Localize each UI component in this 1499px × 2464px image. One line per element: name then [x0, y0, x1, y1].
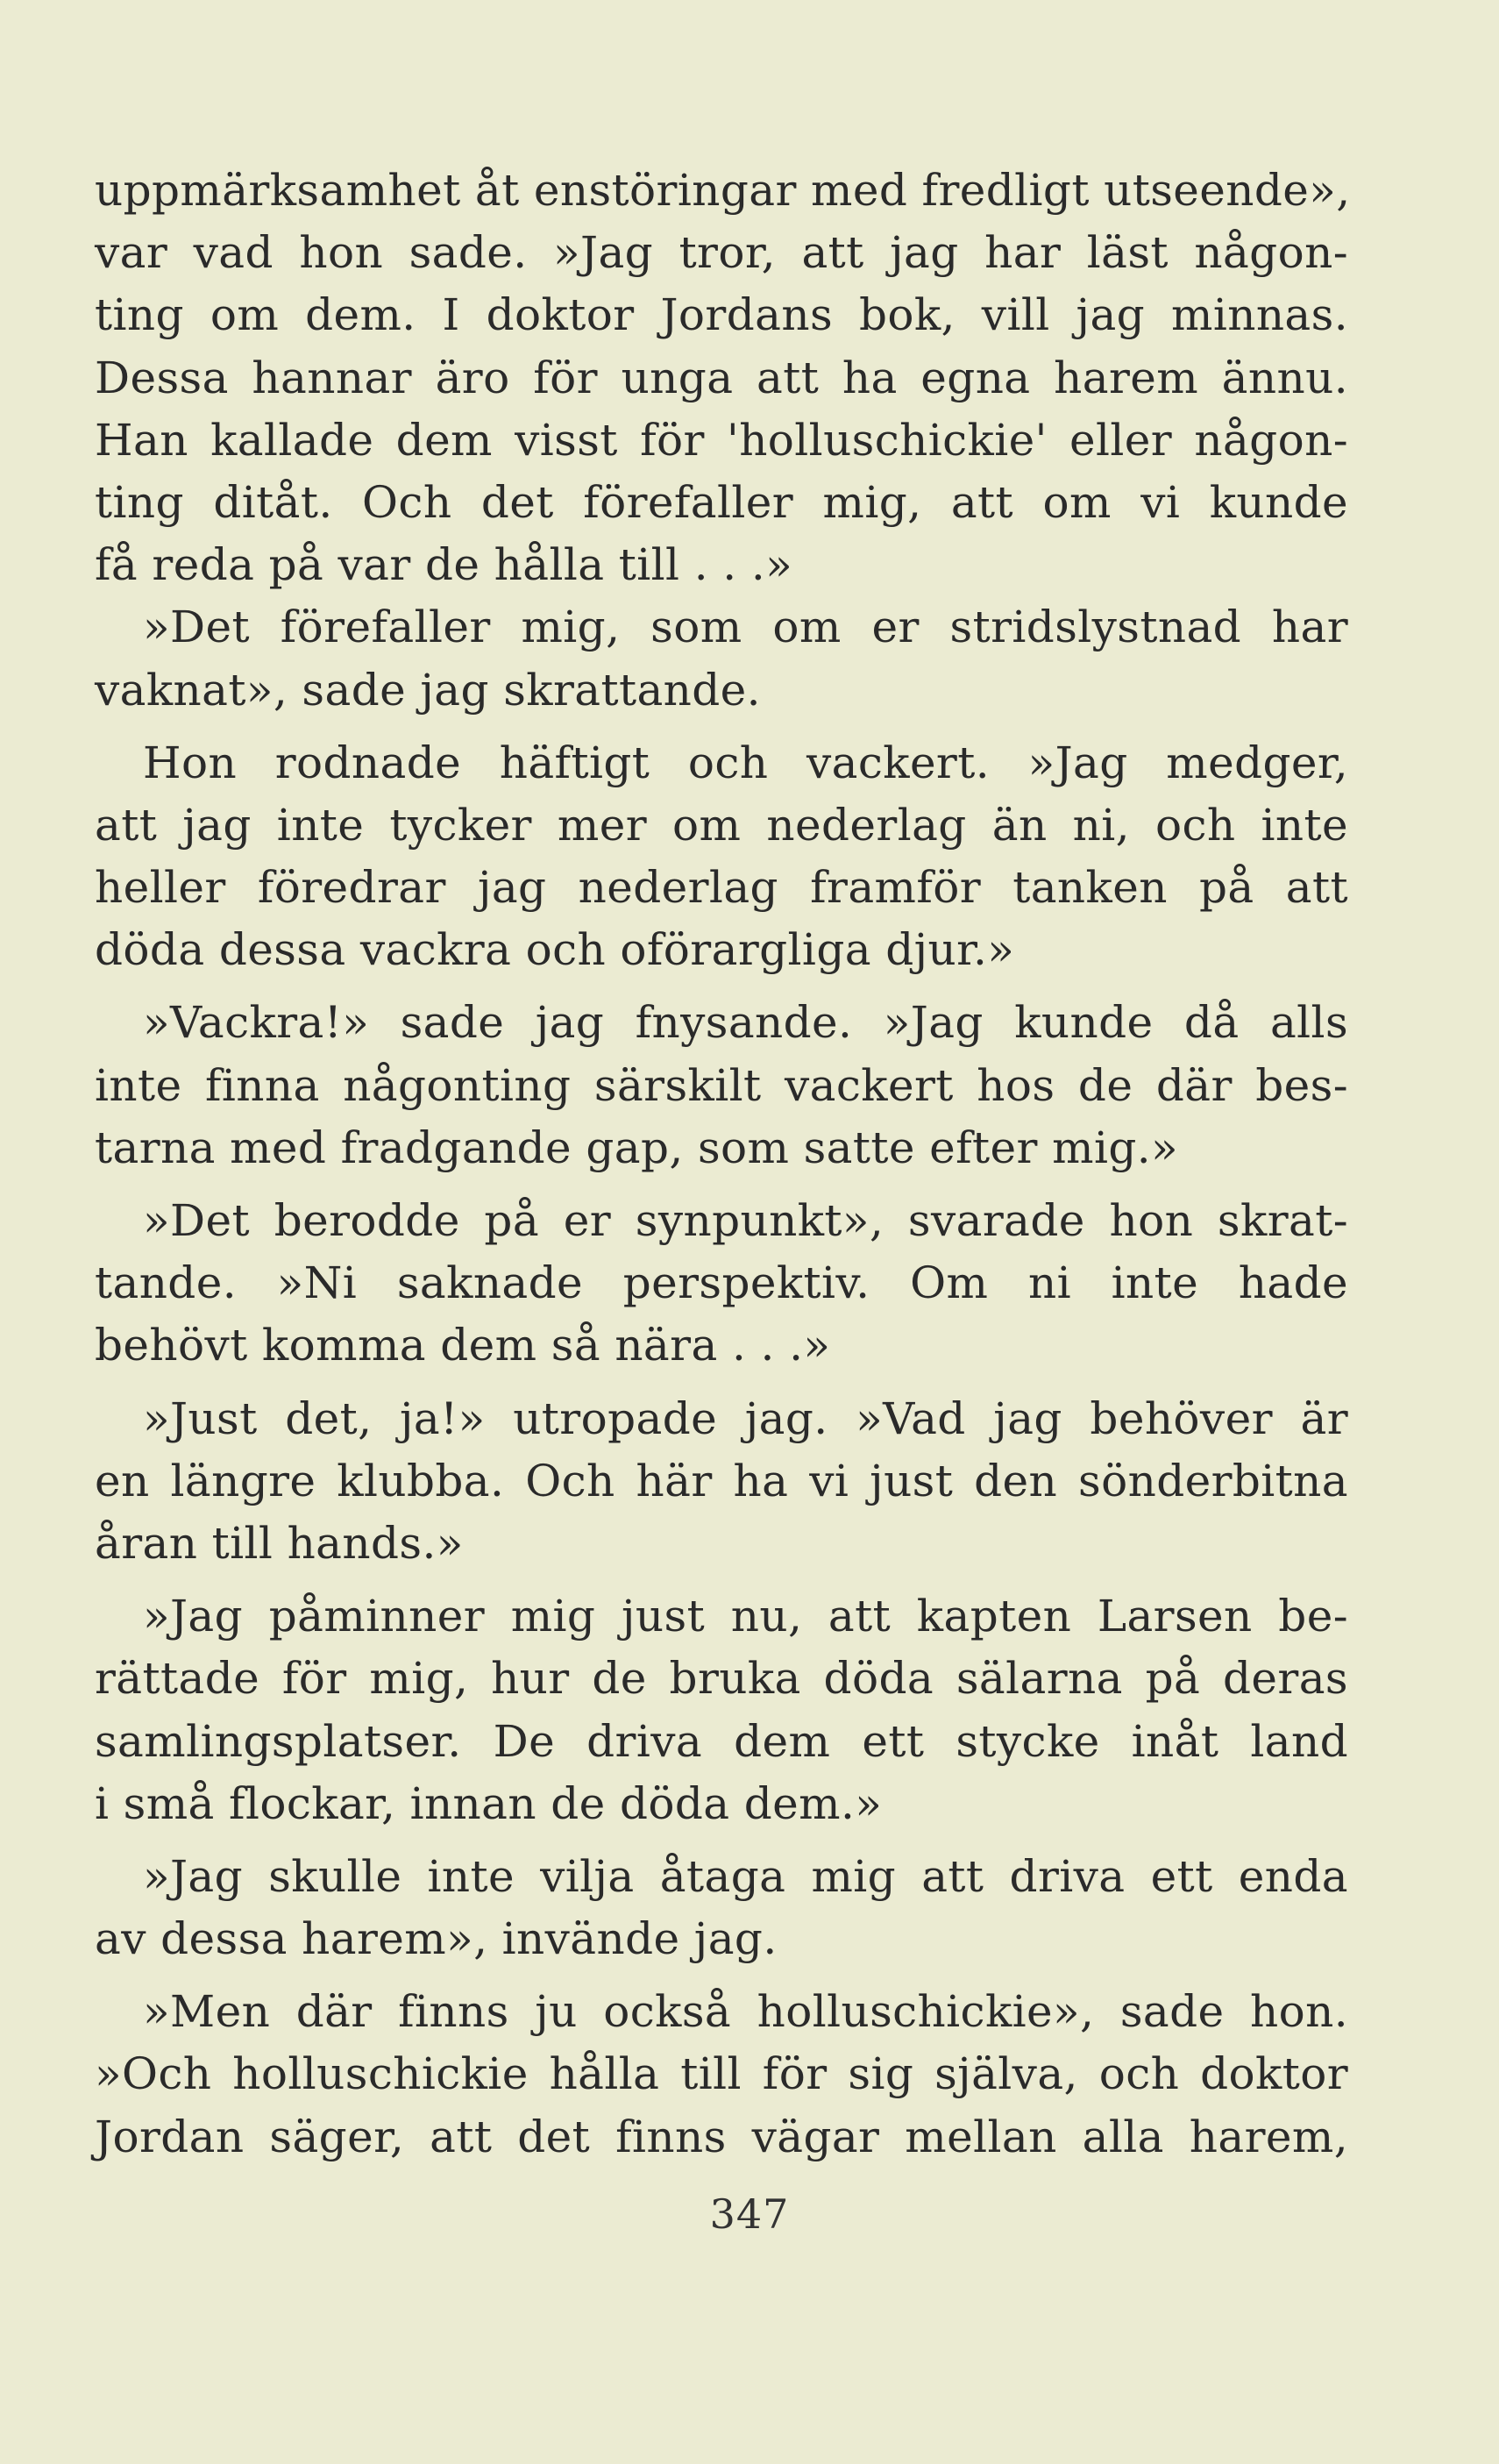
paragraph [95, 732, 1348, 982]
text-line: en längre klubba. Och här ha vi just den sönderbitna [95, 1455, 1348, 1506]
text-line: Hon rodnade häftigt och vackert. »Jag medger, [143, 737, 1348, 788]
text-line: få reda på var de hålla till . . .» [95, 539, 793, 591]
text-line: »Vackra!» sade jag fnysande. »Jag kunde då alls [143, 997, 1348, 1049]
text-line: Han kallade dem visst för 'holluschickie' eller någon- [95, 414, 1348, 466]
body-text [95, 160, 1351, 2168]
paragraph [95, 1846, 1348, 1970]
text-line: »Det förefaller mig, som om er stridslystnad har [143, 602, 1348, 653]
text-line: vaknat», sade jag skrattande. [95, 664, 761, 716]
text-line: »Och holluschickie hålla till för sig själva, och doktor [95, 2048, 1348, 2100]
text-line: tande. »Ni saknade perspektiv. Om ni inte hade [95, 1257, 1348, 1309]
text-line: »Jag påminner mig just nu, att kapten Larsen be- [143, 1591, 1348, 1642]
text-line: åran till hands.» [95, 1517, 464, 1569]
page-number: 347 [709, 2190, 790, 2238]
paragraph [95, 596, 1348, 721]
paragraph [95, 1388, 1348, 1576]
text-line: »Jag skulle inte vilja åtaga mig att driva ett enda [143, 1850, 1348, 1902]
text-line: att jag inte tycker mer om nederlag än ni, och inte [95, 799, 1348, 851]
text-line: tarna med fradgande gap, som satte efter mig.» [95, 1122, 1179, 1173]
text-line: »Men där finns ju också holluschickie», sade hon. [143, 1986, 1348, 2038]
text-line: Jordan säger, att det finns vägar mellan alla harem, [95, 2111, 1348, 2162]
text-line: heller föredrar jag nederlag framför tanken på att [95, 862, 1348, 914]
text-line: av dessa harem», invände jag. [95, 1913, 778, 1965]
text-line: döda dessa vackra och oförargliga djur.» [95, 924, 1015, 976]
paragraph-gap [95, 1835, 1348, 1846]
paragraph-gap [95, 1378, 1348, 1388]
paragraph [95, 992, 1348, 1179]
paragraph-gap [95, 1575, 1348, 1585]
paragraph-gap [95, 1179, 1348, 1190]
text-line: ting ditåt. Och det förefaller mig, att om vi kunde [95, 476, 1348, 528]
text-line: »Just det, ja!» utropade jag. »Vad jag behöver är [143, 1392, 1348, 1444]
text-line: inte finna någonting särskilt vackert hos de där bes- [95, 1059, 1348, 1111]
paragraph-gap [95, 1970, 1348, 1981]
paragraph [95, 1585, 1348, 1835]
paragraph-gap [95, 722, 1348, 732]
text-line: uppmärksamhet åt enstöringar med fredligt utseende», [95, 165, 1351, 216]
paragraph [95, 160, 1351, 596]
text-line: Dessa hannar äro för unga att ha egna harem ännu. [95, 352, 1348, 403]
paragraph [95, 1981, 1348, 2168]
text-line: »Det berodde på er synpunkt», svarade hon skrat- [143, 1195, 1348, 1246]
text-line: rättade för mig, hur de bruka döda sälarna på deras [95, 1653, 1348, 1705]
paragraph-gap [95, 981, 1348, 992]
text-line: samlingsplatser. De driva dem ett stycke inåt land [95, 1715, 1348, 1767]
paragraph [95, 1190, 1348, 1378]
text-line: i små flockar, innan de döda dem.» [95, 1777, 883, 1829]
text-line: behövt komma dem så nära . . .» [95, 1320, 831, 1371]
text-line: var vad hon sade. »Jag tror, att jag har läst någon- [95, 227, 1348, 279]
text-line: ting om dem. I doktor Jordans bok, vill jag minnas. [95, 289, 1348, 341]
